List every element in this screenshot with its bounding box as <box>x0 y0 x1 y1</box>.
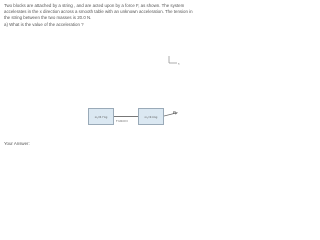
block-m1-label: m₁=6.7 kg <box>94 114 108 119</box>
question-prompt: a) What is the value of the acceleration ? <box>4 22 84 27</box>
tension-label: T=20.0 N <box>116 119 128 123</box>
problem-page <box>0 0 200 146</box>
block-m1 <box>88 108 114 125</box>
axis-diagram <box>160 44 190 70</box>
your-answer-heading: Your Answer: <box>4 141 30 146</box>
problem-statement: Two blocks are attached by a string , and are acted upon by a force F, as shown. The system accelerates in the x direction across a smooth table with an unknown acceleration. The tension in the string between the two masses is 20.0 N. <box>4 3 193 20</box>
x-axis-label: x <box>178 61 180 66</box>
connecting-string <box>114 116 138 117</box>
force-label: F <box>173 110 176 115</box>
block-m2-label: m₂=3.4 kg <box>144 114 158 119</box>
block-m2 <box>138 108 164 125</box>
force-arrow <box>164 109 180 121</box>
